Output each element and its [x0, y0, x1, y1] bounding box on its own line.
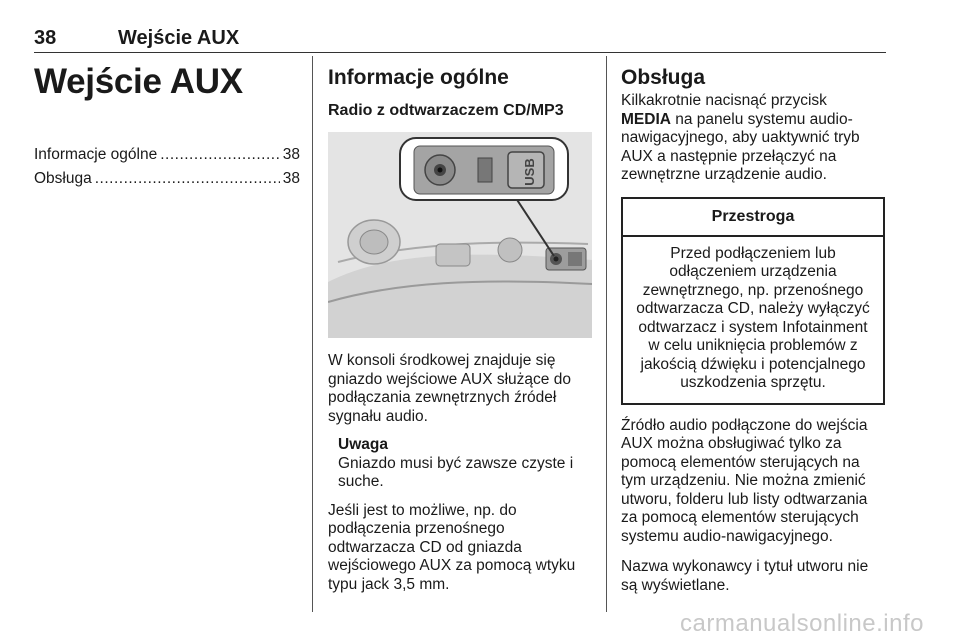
usb-port-label: USB [522, 158, 537, 186]
toc-dot-leader [160, 146, 280, 164]
caution-title: Przestroga [623, 199, 883, 237]
toc-entry[interactable] [34, 146, 300, 170]
left-column [34, 56, 300, 194]
toc-dot-leader [95, 170, 280, 188]
caution-text: Przed podłączeniem lub odłączeniem urządzenia zewnętrznego, np. przenośnego odtwarzacza CD, należy wyłączyć odtwarzacz i system Infotainment w celu uniknięcia problemów z jakością dźwięku i potencjalnego uszkodzenia sprzętu. [636, 244, 870, 391]
toc-entry-page: 38 [282, 146, 300, 163]
table-of-contents [34, 146, 300, 194]
caution-box [621, 197, 885, 405]
console-drawing [328, 132, 592, 338]
right-column [621, 56, 885, 595]
subsection-heading: Radio z odtwarzaczem CD/MP3 [328, 102, 564, 119]
paragraph-text: na panelu systemu audio-nawigacyjnego, aby uaktywnić tryb AUX a następnie przełączyć na zewnętrzne urządzenie audio. [621, 110, 860, 183]
note-box [338, 436, 592, 492]
page-number: 38 [34, 27, 57, 49]
note-text: Gniazdo musi być zawsze czyste i suche. [338, 454, 574, 490]
toc-entry[interactable] [34, 170, 300, 194]
middle-column [328, 56, 592, 594]
watermark: carmanualsonline.info [680, 610, 924, 637]
paragraph [621, 92, 885, 185]
section-heading: Obsługa [621, 66, 706, 89]
aux-socket-illustration [328, 132, 592, 338]
note-title: Uwaga [338, 436, 388, 453]
paragraph: Jeśli jest to możliwe, np. do podłączenia przenośnego odtwarzacza CD od gniazda wejściowego AUX za pomocą wtyku typu jack 3,5 mm. [328, 501, 576, 593]
media-button-label: MEDIA [621, 110, 671, 128]
chapter-title: Wejście AUX [34, 62, 243, 101]
page-header [34, 24, 886, 53]
column-divider [606, 56, 607, 612]
paragraph: W konsoli środkowej znajduje się gniazdo wejściowe AUX służące do podłączania zewnętrznych źródeł sygnału audio. [328, 352, 571, 425]
paragraph: Źródło audio podłączone do wejścia AUX można obsługiwać tylko za pomocą elementów sterujących na tym urządzeniu. Nie można zmienić utworu, folderu lub listy odtwarzania za pomocą elementów sterujących systemu audio-nawigacyjnego. [621, 416, 868, 545]
column-divider [312, 56, 313, 612]
header-section-title: Wejście AUX [118, 27, 240, 49]
toc-entry-label: Obsługa [34, 170, 92, 187]
paragraph-text: Kilkakrotnie nacisnąć przycisk [621, 92, 827, 109]
toc-entry-page: 38 [282, 170, 300, 187]
paragraph: Nazwa wykonawcy i tytuł utworu nie są wyświetlane. [621, 558, 869, 594]
section-heading: Informacje ogólne [328, 66, 509, 89]
toc-entry-label: Informacje ogólne [34, 146, 158, 163]
